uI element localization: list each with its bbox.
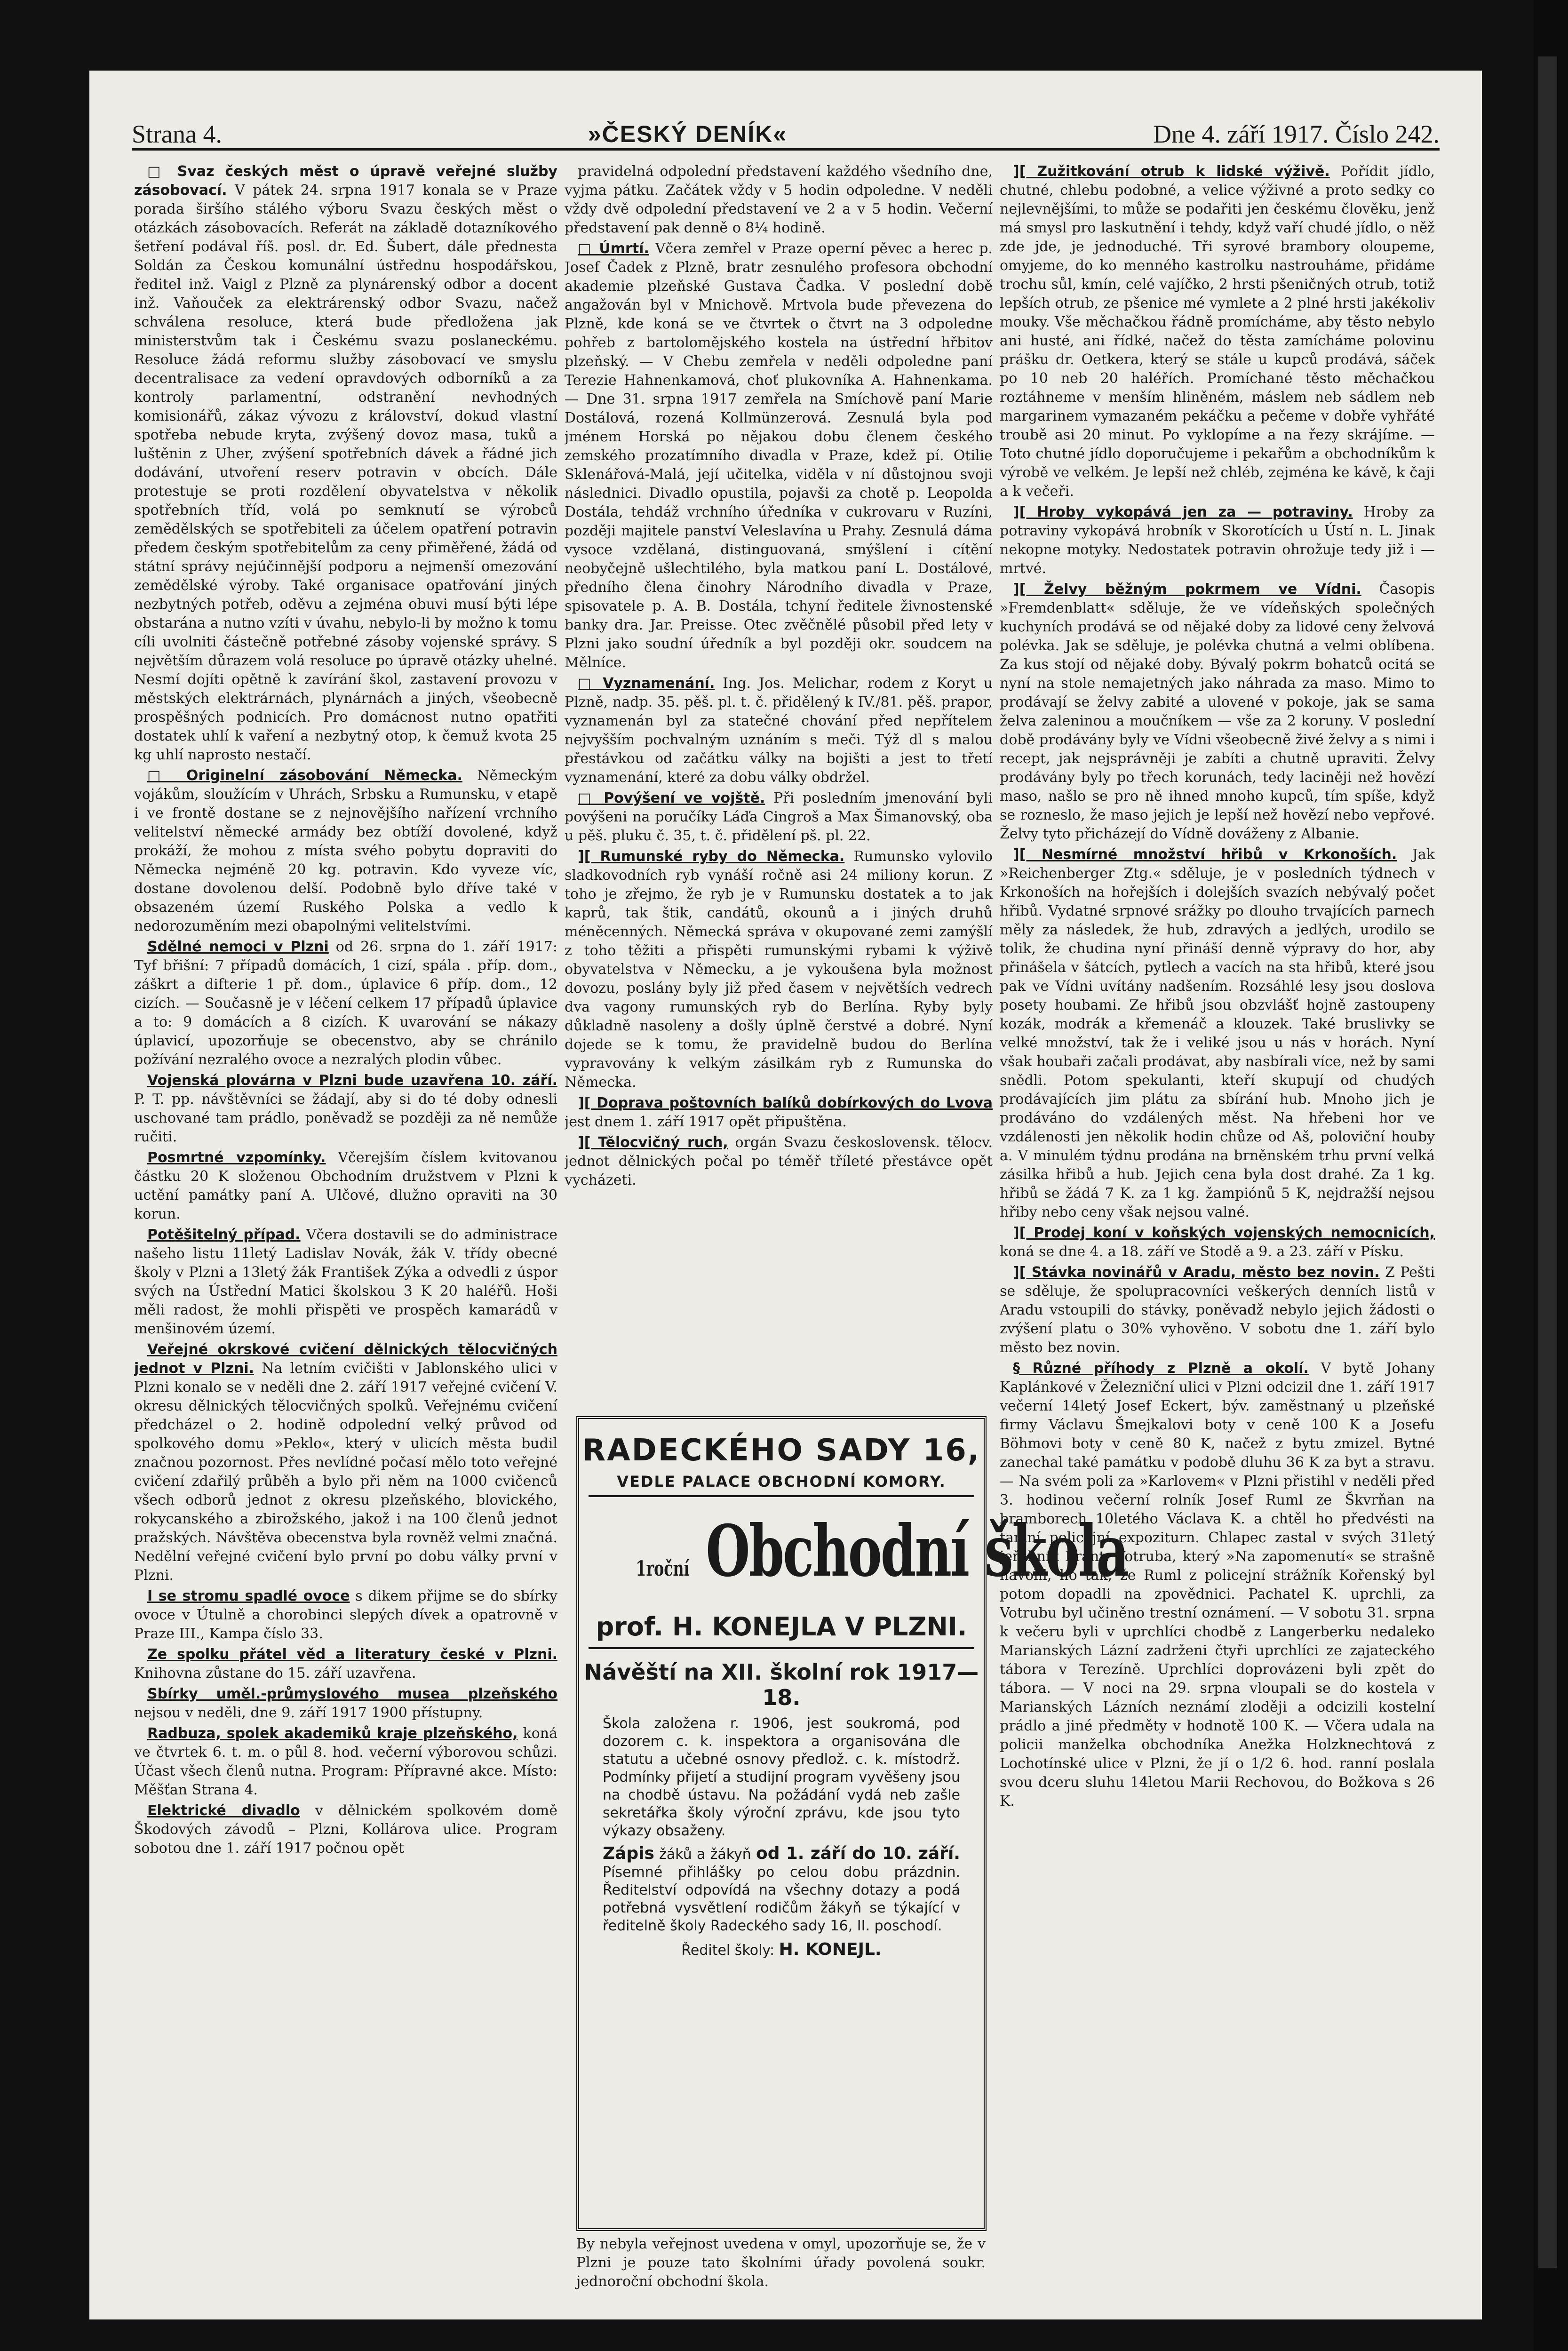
adjacent-page-strip — [1538, 56, 1557, 2268]
article-ruzne-prihody: § Různé příhody z Plzně a okolí. V bytě Johany Kaplánkové v Železniční ulici v Plzni odcizil dne 1. září 1917 večerní 14letý Josef Eckert, býv. zaměstnaný u plzeňské firmy Václavu Šmejkalovi boty v ceně 100 K a Josefu Böhmovi boty v ceně 80 K, načež z bytu zmizel. Bytné zanechal také památku v podobě dluhu 36 K za byt a stravu. — Na svém poli za »Karlovem« v Plzni přistihl v neděli před 3. hodinou večerní rolník Josef Ruml ze Škvrňan na bramborech 10letého Václava K. a chtěl ho předvésti na tamní policejní expoziturn. Chlapec zastal v svých 31letý jeřábník Frant. Votruba, který »Na zapomenutí« se strašně navolil, ho tak, že Ruml z policejní strážník Kořenský byl potom dopadli na zpovědnici. Pachatel K. uprchli, za Votrubu byl učiněno trestní oznámení. — V sobotu 31. srpna k večeru byli v uprchlíci chodbě z Langerberku nedaleko Marianských Lázní zadrženi čtyři uprchlíci ze zajateckého tábora v Terezíně. Uprchlíci doprovázeni byli zpět do tábora. — V noci na 29. srpna vloupali se do kostela v Marianských Lázních neznámí zloději a odcizili kostelní prádlo a jiné předměty v hodnotě 100 K. — Včera udala na policii manželka obchodníka Anežka Holzknechtová z Lochotínské ulice v Plzni, že jí o 1/2 6. hod. ranní poslala svou dceru sluhu 14letou Marii Rechovou, do Božkova s 26 K. — [1000, 1360, 1435, 1809]
ad-enrollment: Zápis žáků a žákyň od 1. září do 10. září. Písemné přihlášky po celou dobu prázdnin. Ředitelství odpovídá na všechny dotazy a podá potřebná vysvětlení rodičům žákyň se týkající v ředitelně školy Radeckého sady 16, II. poschodí. — [603, 1844, 960, 1934]
article-cviceni: Veřejné okrskové cvičení dělnických tělocvičných jednot v Plzni. Na letním cvičišti v Jablonského ulici v Plzni konalo se v neděli dne 2. září 1917 veřejné cvičení V. okresu dělnických tělocvičných spolků. Veřejnému cvičení předcházel o 2. hodině odpolední velký průvod od spolkového domu »Peklo«, který v ulicích města budil značnou pozornost. Přes nevlídné počasí mělo toto veřejné cvičení zdařilý průběh a bylo při něm na 1000 cvičenců všech odborů jednot z okresu plzeňského, blovického, rokycanského a zbirožského, jakož i na 100 členů jednot pražských. Návštěva obecenstva byla rovněž velmi značná. Nedělní veřejné cvičení bylo první po dobu války první v Plzni. — [134, 1341, 557, 1584]
article-umrti: □ Úmrtí. Včera zemřel v Praze operní pěvec a herec p. Josef Čadek z Plzně, bratr zesnulého profesora obchodní akademie plzeňské Gustava Čadka. V poslední době angažován byl v Mnichově. Mrtvola bude převezena do Plzně, kde koná se ve čtvrtek o čtvrt na 3 odpoledne pohřeb z bartolomějského kostela na ústřední hřbitov plzeňský. — V Chebu zemřela v neděli odpoledne paní Terezie Hahnenkamová, choť plukovníka A. Hahnenkama. — Dne 31. srpna 1917 zemřela na Smíchově paní Marie Dostálová, rozená Kollmünzerová. Zesnulá byla pod jménem Horská po nějakou dobu členem českého zemského prozatímního divadla v Praze, kdež pí. Otilie Sklenářová-Malá, její učitelka, viděla v ní důstojnou svoji následnici. Divadlo opustila, pojavši za chotě p. Leopolda Dostála, tehdáž vrchního úředníka v cukrovaru v Ruzíni, později majitele panství Veleslavína u Prahy. Zesnulá dáma vysoce vzdělaná, distinguovaná, smýšlení i cítění neobyčejně ušlechtilého, byla matkou paní L. Dostálové, předního člena činohry Národního divadla v Praze, spisovatele p. A. B. Dostála, tchyní ředitele živnostenské banky dra. Jar. Preisse. Otec zvěčnělé působil před lety v Plzni jako soudní úředník a byl později okr. soudcem na Mělníce. — [565, 240, 993, 671]
article-radbuza: Radbuza, spolek akademiků kraje plzeňského, koná ve čtvrtek 6. t. m. o půl 8. hod. večerní výborovou schůzi. Účast všech členů nutna. Program: Přípravné akce. Místo: Měšťan Strana 4. — [134, 1725, 557, 1798]
article-elektricke-divadlo: Elektrické divadlo v dělnickém spolkovém domě Škodových závodů – Plzni, Kollárova ulice. Program sobotou dne 1. září 1917 počnou opět — [134, 1802, 557, 1857]
ad-footnote: By nebyla veřejnost uvedena v omyl, upozorňuje se, že v Plzni je pouze tato školními úřady povolená soukr. jednoroční obchodní škola. — [576, 2236, 986, 2290]
article-divadlo-pokracovani: pravidelná odpolední představení každého všedního dne, vyjma pátku. Začátek vždy v 5 hodin odpoledne. V neděli vždy dvě odpolední představení ve 2 a v 5 hodin. Večerní představení pak denně o 8¼ hodině. — [565, 163, 993, 236]
ad-proprietor: prof. H. KONEJLA V PLZNI. — [589, 1612, 974, 1649]
column-2 — [565, 162, 993, 1404]
article-zelvy: ][ Želvy běžným pokrmem ve Vídni. Časopis »Fremdenblatt« sděluje, že ve vídeňských společných kuchyních prodává se od nějaké doby za lidové ceny želvová polévka. Jak se sděluje, je polévka chutná a velmi oblíbena. Za kus stojí od nějaké doby. Bývalý pokrm bohatců ocitá se nyní na stole nemajetných jako náhrada za maso. Mimo to prodávají se želvy zabité a ulovené v pokoje, jak se sama želva zaleninou a moučníkem — vše za 2 koruny. V poslední době prodávány byly ve Vídni všeobecně živé želvy a s nimi i recept, jak nejsprávněji je zabíti a chutně upraviti. Želvy prodávány byly po třech korunách, tedy laciněji než hovězí maso, našlo se pro ně ihned mnoho kupců, tím spíše, když se rozneslo, že maso jejich je lepší než hovězí nebo vepřové. Želvy tyto přicházejí do Vídně dováženy z Albanie. — [1000, 581, 1435, 842]
ad-body-1: Škola založena r. 1906, jest soukromá, pod dozorem c. k. inspektora a organisována dle statutu a učebné osnovy předlož. c. k. místodrž. Podmínky přijetí a studijní program vyvěšeny jsou na chodbě ústavu. Na požádání vydá neb zašle sekretářka školy výroční zprávu, kde jsou tyto výkazy obsaženy. — [603, 1715, 960, 1839]
newspaper-title: »ČESKÝ DENÍK« — [588, 121, 788, 147]
ad-address-note: VEDLE PALACE OBCHODNÍ KOMORY. — [589, 1473, 974, 1497]
article-doprava-baliku: ][ Doprava poštovních balíků dobírkových do Lvova jest dnem 1. září 1917 opět připuštěna. — [565, 1095, 993, 1130]
article-hroby: ][ Hroby vykopává jen za — potraviny. Hroby za potraviny vykopává hrobník v Skorotících u Ústí n. L. Jinak nekopne motyky. Nedostatek potravin ohrožuje tedy již i — mrtvé. — [1000, 504, 1435, 577]
article-stavka-novinaru: ][ Stávka novinářů v Aradu, město bez novin. Z Pešti se sděluje, že spolupracovníci veškerých denních listů v Aradu vstoupili do stávky, poněvadž nebylo jejich žádosti o zvýšení platu o 30% vyhověno. V sobotu dne 1. září bylo město bez novin. — [1000, 1264, 1435, 1356]
article-sdelne-nemoci: Sdělné nemoci v Plzni od 26. srpna do 1. září 1917: Tyf břišní: 7 případů domácích, 1 cizí, spála . příp. dom., záškrt a difterie 1 př. dom., úplavice 6 příp. dom., 12 cizích. — Současně je v léčení celkem 17 případů úplavice a to: 9 domácích a 8 cizích. K uvarování se nákazy úplavicí, upozorňuje se obecenstvo, aby se chránilo požívání nezralého ovoce a nezralých plodin vůbec. — [134, 939, 557, 1068]
column-3 — [1000, 162, 1435, 2289]
page-header — [132, 115, 1440, 151]
ad-signature: Ředitel školy: H. KONEJL. — [681, 1940, 882, 1959]
scan-right-edge — [1534, 0, 1568, 2351]
article-plovarna: Vojenská plovárna v Plzni bude uzavřena 10. září. P. T. pp. návštěvníci se žádají, aby si do té doby odnesli uschované tam prádlo, poněvadž se později za ně nemůže ručiti. — [134, 1072, 557, 1145]
article-potesitelny-pripad: Potěšitelný případ. Včera dostavili se do administrace našeho listu 11letý Ladislav Novák, žák V. třídy obecné školy v Plzni a 13letý žák František Zýka a odvedli z úspor svých na Ústřední Matici školskou 3 K 20 haléřů. Hoši měli radost, že mohli přispěti ve prospěch kamarádů v menšinovém území. — [134, 1227, 557, 1337]
article-spolek-pratel: Ze spolku přátel věd a literatury české v Plzni. Knihovna zůstane do 15. září uzavřena. — [134, 1646, 557, 1682]
column-1 — [134, 162, 557, 2289]
ad-notice-heading: Návěští na XII. školní rok 1917—18. — [584, 1659, 979, 1710]
article-vyznamenani: □ Vyznamenání. Ing. Jos. Melichar, rodem z Koryt u Plzně, nadp. 35. pěš. pl. t. č. přidělený k IV./81. pěš. prapor, vyznamenán byl za statečné chování před nepřítelem nejvyšším pochvalným uznáním s meči. Týž dl s malou přestávkou od začátku války na bojišti a jest to třetí vyznamenání, které za dobu války obdržel. — [565, 675, 993, 786]
article-prodej-koni: ][ Prodej koní v koňských vojenských nemocnicích, koná se dne 4. a 18. září ve Stodě a 9. a 23. září v Písku. — [1000, 1225, 1435, 1260]
article-sbirky-musea: Sbírky uměl.-průmyslového musea plzeňského nejsou v neděli, dne 9. září 1917 1900 přístupny. — [134, 1686, 557, 1721]
article-rumunske-ryby: ][ Rumunské ryby do Německa. Rumunsko vylovilo sladkovodních ryb vynáší ročně asi 24 miliony korun. Z toho je zřejmo, že ryb je v Rumunsku dostatek a to jak kaprů, tak štik, candátů, okounů a i jiných druhů méněcenných. Německá správa v okupované zemi zamýšlí z toho těžiti a přispěti rumunskými rybami k výživě obyvatelstva v Německu, a je vykoušena byla možnost dovozu, poslány byly již před časem v největších vedrech dva vagony rumunských ryb do Berlína. Ryby byly důkladně nasoleny a došly úplně čerstvé a dobré. Nyní dojede se k tomu, že pravidelně budou do Berlína vypravovány k velkým zásilkám ryb z Rumunska do Německa. — [565, 848, 993, 1091]
article-posmrtne-vzpominky: Posmrtné vzpomínky. Včerejším číslem kvitovanou částku 20 K složenou Obchodním družstvem v Plzni k uctění památky paní A. Ulčové, dlužno opraviti na 30 korun. — [134, 1149, 557, 1222]
ad-school-name: 1roční Obchodní škola — [636, 1510, 1128, 1593]
page-number: Strana 4. — [132, 120, 222, 148]
issue-date: Dne 4. září 1917. Číslo 242. — [1153, 120, 1440, 148]
article-otruby: ][ Zužitkování otrub k lidské výživě. Pořídit jídlo, chutné, chlebu podobné, a velice výživné a proto sedky co nejlevnějšími, to může se podařiti jen českému člověku, jenž má smysl pro laskutnění i tehdy, když vaří chudé jídlo, o něž zde jde, je jednoduché. Tři syrové brambory oloupeme, omyjeme, do ko menného kastrolku nastrouháme, přidáme trochu sůl, kmín, celé vajíčko, 2 hrsti pšeničných otrub, totiž lepších otrub, ze pšenice mé vymlete a 2 plné hrsti jakékoliv mouky. Vše měchačkou řádně promícháme, aby těsto nebylo ani husté, ani řídké, načež do těsta zamícháme polovinu prášku dr. Oetkera, který se stále u kupců prodává, sáček po 10 neb 20 haléřích. Promíchané těsto měchačkou roztáhneme v menším hliněném, máslem neb sádlem neb margarinem vymazaném pekáčku a pečeme v dobře vyhřáté troubě asi 20 minut. Po vyklopíme a na řezy skrájíme. — Toto chutné jídlo doporučujeme i pekařům a obchodníkům k výrobě ve velkém. Je lepší než chléb, zejména ke kávě, k čaji a k večeři. — [1000, 163, 1435, 500]
article-svaz-mest: □ Svaz českých měst o úpravě veřejné služby zásobovací. V pátek 24. srpna 1917 konala se v Praze porada širšího stálého výboru Svazu českých měst o otázkách zásobovacích. Referát na základě dotazníkového šetření podával říš. posl. dr. Ed. Šubert, dále přednesta Soldán za Českou komunální ústřednu hospodářskou, ředitel inž. Vaigl z Plzně za plynárenský odbor a docent inž. Vaňouček za elektrárenský odbor Svazu, načež schválena resoluce, která bude předložena jak ministerstvům tak i Českému svazu poslaneckému. Resoluce žádá reformu služby zásobovací ve smyslu decentralisace za vedení opravdových odborníků a za kontroly parlamentní, odstranění nevhodných komisionářů, zákaz vývozu z království, dokud vlastní spotřeba nebude kryta, zvýšený dovoz masa, tuků a luštěnin z Uher, zvýšení spotřebních dávek a řádné jich dodávání, utvoření reserv potravin v obcích. Dále protestuje se proti rozdělení obyvatelstva v několik spotřebních tříd, volá po semknutí se výrobců zemědělských se spotřebiteli za účelem opatření potravin předem českým spotřebitelům za ceny přiměřené, žádá od státní správy nejúčinnější podporu a nejmenší omezování zemědělské výroby. Také organisace opatřování jiných nezbytných potřeb, oděvu a zejména obuvi musí býti lépe obstarána a nutno vzíti v úvahu, nebylo-li by možno k tomu cíli uvolniti částečně potřebné zásoby vojenské správy. S největším důrazem volá resoluce po úpravě otázky uhelné. Nesmí dojíti opětně k zavírání škol, zastavení provozu v městských elektrárnách, plynárnách a jiných, všeobecně prospěšných podnicích. Pro domácnost nutno opatřiti dostatek uhlí k vaření a nezbytný otop, k čemuž kvota 25 kg uhlí naprosto nestačí. — [134, 163, 557, 763]
ad-address: RADECKÉHO SADY 16, — [582, 1433, 981, 1468]
school-advertisement — [576, 1416, 1128, 2231]
article-ovoce: I se stromu spadlé ovoce s dikem přijme se do sbírky ovoce v Útulně a chorobinci slepých dívek a opatrovně v Praze III., Kampa číslo 33. — [134, 1588, 557, 1642]
newspaper-page — [89, 71, 1482, 2319]
article-hriby: ][ Nesmírné množství hřibů v Krkonoších. Jak »Reichenberger Ztg.« sděluje, je v posledních týdnech v Krkonoších na hořejších i dolejších svazích nebývalý počet hřibů. Vydatné srpnové srážky po dlouho trvajících parnech měly za následek, že hub, zdravých a jedlých, urodilo se tolik, že chudina nyní přináší denně výpravy do hor, aby přinášela v šátcích, pytlech a vacích na sta hřibů, které jsou pak ve Vídni uvítány nadšením. Rozsáhlé lesy jsou doslova posety houbami. Ze hřibů jsou obzvlášť hojně zastoupeny kozák, modrák a křemenáč a klouzek. Také bruslivky se velké množství, tak že i veliké jsou u nás v horách. Nyní však houbaři začali prodávat, aby nasbírali více, než by sami snědli. Potom spekulanti, kteří skupují od chudých prodávajících jim plátu za sbírání hub. Mnoho jich je prodáváno do vzdálených měst. Na hřebeni hor ve vzdálenosti jen několik hodin chůze od Aš, poloviční houby a. V minulém týdnu prodána na brněnském trhu první velká zásilka hřibů a hub. Jejich cena byla dost drahé. Za 1 kg. hřibů se žádá 7 K. za 1 kg. žampiónů 5 K, nejdražší nejsou hřiby nebo ceny však nejsou valné. — [1000, 846, 1435, 1220]
article-zasobovani-nemecka: □ Originelní zásobování Německa. Německým vojákům, sloužícím v Uhrách, Srbsku a Rumunsku, v etapě i ve frontě dostane se z nejnovějšího nařízení vrchního velitelství německé armády bez obtíží dovolené, když prokáží, že mohou z místa svého pobytu dopraviti do Německa nejméně 20 kg. potravin. Kdo vyveze víc, dostane dovolenou delší. Podobně bylo dříve také v obsazeném území Ruského Polska a vedlo k nedorozuměním mezi obapolnými velitelstvími. — [134, 767, 557, 934]
article-telocvicny-ruch: ][ Tělocvičný ruch, orgán Svazu československ. tělocv. jednot dělnických počal po téměř tříleté přestávce opět vycházeti. — [565, 1134, 993, 1188]
article-povyseni: □ Povýšení ve vojště. Při posledním jmenování byli povýšeni na poručíky Láďa Cingroš a Max Šimanovský, oba u pěš. pluku č. 35, t. č. přidělení pš. pl. 22. — [565, 790, 993, 844]
